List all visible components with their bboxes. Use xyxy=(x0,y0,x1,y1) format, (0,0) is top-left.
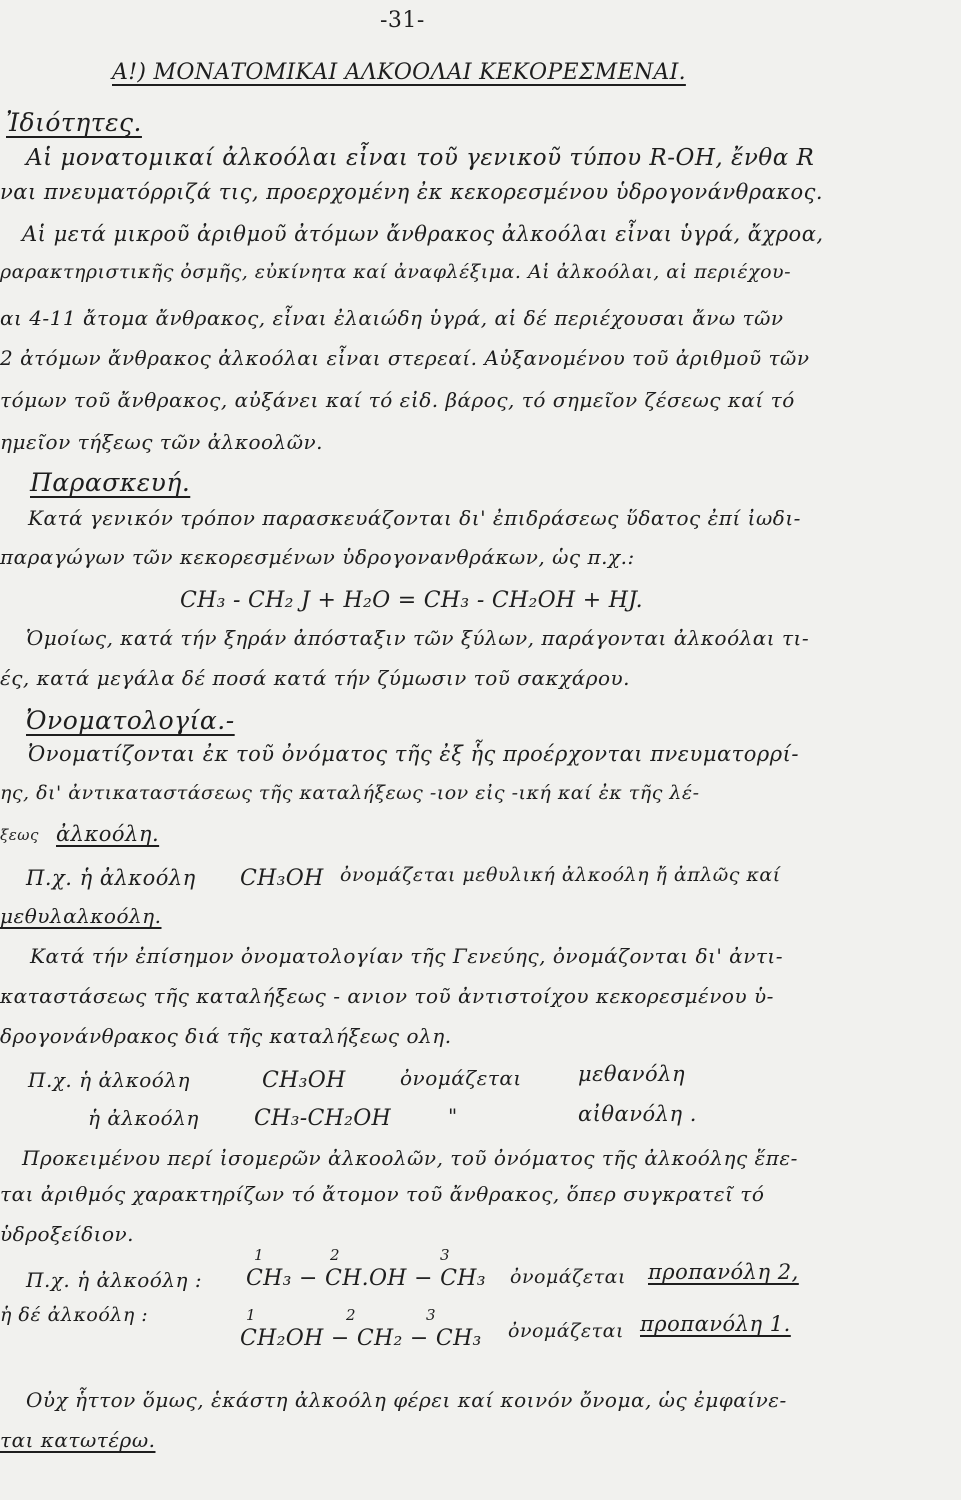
example-prefix: Π.χ. ἡ ἀλκοόλη : xyxy=(26,1268,203,1292)
text-line: ὀνομάζεται μεθυλική ἀλκοόλη ἤ ἀπλῶς καί xyxy=(340,864,781,886)
text-line: Αἱ μετά μικροῦ ἀριθμοῦ ἀτόμων ἄνθρακος ἀλκοόλαι εἶναι ὑγρά, ἄχροα, xyxy=(22,222,824,246)
text-line: μεθανόλη xyxy=(578,1062,686,1086)
page-title: A!) ΜΟΝΑΤΟΜΙΚΑΙ ΑΛΚΟΟΛΑΙ ΚΕΚΟΡΕΣΜΕΝΑΙ. xyxy=(112,60,686,85)
text-line: ης, δι' ἀντικαταστάσεως τῆς καταλήξεως -ιον εἰς -ική καί ἐκ τῆς λέ- xyxy=(0,782,700,804)
text-line: παραγώγων τῶν κεκορεσμένων ὑδρογονανθράκων, ὡς π.χ.: xyxy=(0,545,635,569)
text-line: Αἱ μονατομικαί ἀλκοόλαι εἶναι τοῦ γενικοῦ τύπου R-OH, ἔνθα R xyxy=(26,145,815,171)
text-line: " xyxy=(448,1104,458,1128)
text-line: καταστάσεως τῆς καταλήξεως - ανιον τοῦ ἀντιστοίχου κεκορεσμένου ὑ- xyxy=(0,984,774,1008)
text-line: τόμων τοῦ ἄνθρακος, αὐξάνει καί τό εἰδ. βάρος, τό σημεῖον ζέσεως καί τό xyxy=(0,388,795,412)
text-line: Προκειμένου περί ἰσομερῶν ἀλκοολῶν, τοῦ ὀνόματος τῆς ἀλκοόλης ἕπε- xyxy=(22,1146,798,1170)
text-line: Οὐχ ἧττον ὅμως, ἑκάστη ἀλκοόλη φέρει καί κοινόν ὄνομα, ὡς ἐμφαίνε- xyxy=(26,1388,787,1412)
carbon-number: 3 xyxy=(440,1246,450,1264)
text-line: ὀνομάζεται xyxy=(510,1266,626,1288)
text-line: ὑδροξείδιον. xyxy=(0,1222,135,1246)
text-line: Ὀνοματίζονται ἐκ τοῦ ὀνόματος τῆς ἐξ ἧς προέρχονται πνευματορρί- xyxy=(28,742,799,766)
text-line: αἰθανόλη . xyxy=(578,1102,697,1126)
carbon-number: 1 xyxy=(246,1306,256,1324)
text-line: ημεῖον τήξεως τῶν ἀλκοολῶν. xyxy=(0,430,324,454)
carbon-number: 2 xyxy=(330,1246,340,1264)
text-line: ἀλκοόλη. xyxy=(56,822,160,846)
carbon-number: 2 xyxy=(346,1306,356,1324)
text-line: αι 4-11 ἄτομα ἄνθρακος, εἶναι ἐλαιώδη ὑγρά, αἱ δέ περιέχουσαι ἄνω τῶν xyxy=(0,306,784,330)
example-formula: CH₃OH xyxy=(262,1068,346,1093)
carbon-number: 1 xyxy=(254,1246,264,1264)
text-line: Κατά γενικόν τρόπον παρασκευάζονται δι' ἐπιδράσεως ὕδατος ἐπί ἰωδι- xyxy=(28,506,801,530)
text-line: ξεως xyxy=(0,826,39,844)
example-formula: CH₃OH xyxy=(240,866,324,891)
nomenclature-heading: Ὀνοματολογία.- xyxy=(26,706,235,735)
text-line: ναι πνευματόρριζά τις, προερχομένη ἐκ κεκορεσμένου ὑδρογονάνθρακος. xyxy=(0,180,824,204)
example-prefix: Π.χ. ἡ ἀλκοόλη xyxy=(28,1068,191,1092)
text-line: ὀνομάζεται xyxy=(508,1320,624,1342)
example-prefix: ἡ δέ ἀλκοόλη : xyxy=(0,1304,149,1326)
text-line: ται ἀριθμός χαρακτηρίζων τό ἄτομον τοῦ ἄνθρακος, ὅπερ συγκρατεῖ τό xyxy=(0,1182,765,1206)
example-prefix: Π.χ. ἡ ἀλκοόλη xyxy=(26,866,196,890)
preparation-heading: Παρασκευή. xyxy=(30,468,191,497)
text-line: δρογονάνθρακος διά τῆς καταλήξεως ολη. xyxy=(0,1024,452,1048)
text-line: προπανόλη 1. xyxy=(640,1312,791,1336)
reaction-formula: CH₃ - CH₂ J + H₂O = CH₃ - CH₂OH + HJ. xyxy=(180,588,643,613)
text-line: Ὁμοίως, κατά τήν ξηράν ἀπόσταξιν τῶν ξύλων, παράγονται ἀλκοόλαι τι- xyxy=(26,626,810,650)
text-line: ές, κατά μεγάλα δέ ποσά κατά τήν ζύμωσιν τοῦ σακχάρου. xyxy=(0,666,631,690)
text-line: Κατά τήν ἐπίσημον ὀνοματολογίαν τῆς Γενεύης, ὀνομάζονται δι' ἀντι- xyxy=(30,944,784,968)
example-prefix: ἡ ἀλκοόλη xyxy=(88,1106,199,1130)
text-line: προπανόλη 2, xyxy=(648,1260,799,1284)
example-formula: CH₃-CH₂OH xyxy=(254,1106,392,1131)
properties-heading: Ἰδιότητες. xyxy=(6,108,142,137)
carbon-number: 3 xyxy=(426,1306,436,1324)
page-number: -31- xyxy=(380,8,425,33)
example-formula: CH₂OH − CH₂ − CH₃ xyxy=(240,1326,482,1351)
example-formula: CH₃ − CH.OH − CH₃ xyxy=(246,1266,486,1291)
text-line: μεθυλαλκοόλη. xyxy=(0,904,162,928)
text-line: ραρακτηριστικῆς ὀσμῆς, εὐκίνητα καί ἀναφλέξιμα. Αἱ ἀλκοόλαι, αἱ περιέχου- xyxy=(0,261,792,283)
text-line: 2 ἀτόμων ἄνθρακος ἀλκοόλαι εἶναι στερεαί. Αὐξανομένου τοῦ ἀριθμοῦ τῶν xyxy=(0,346,810,370)
text-line: ὀνομάζεται xyxy=(400,1066,522,1090)
text-line: ται κατωτέρω. xyxy=(0,1428,156,1452)
